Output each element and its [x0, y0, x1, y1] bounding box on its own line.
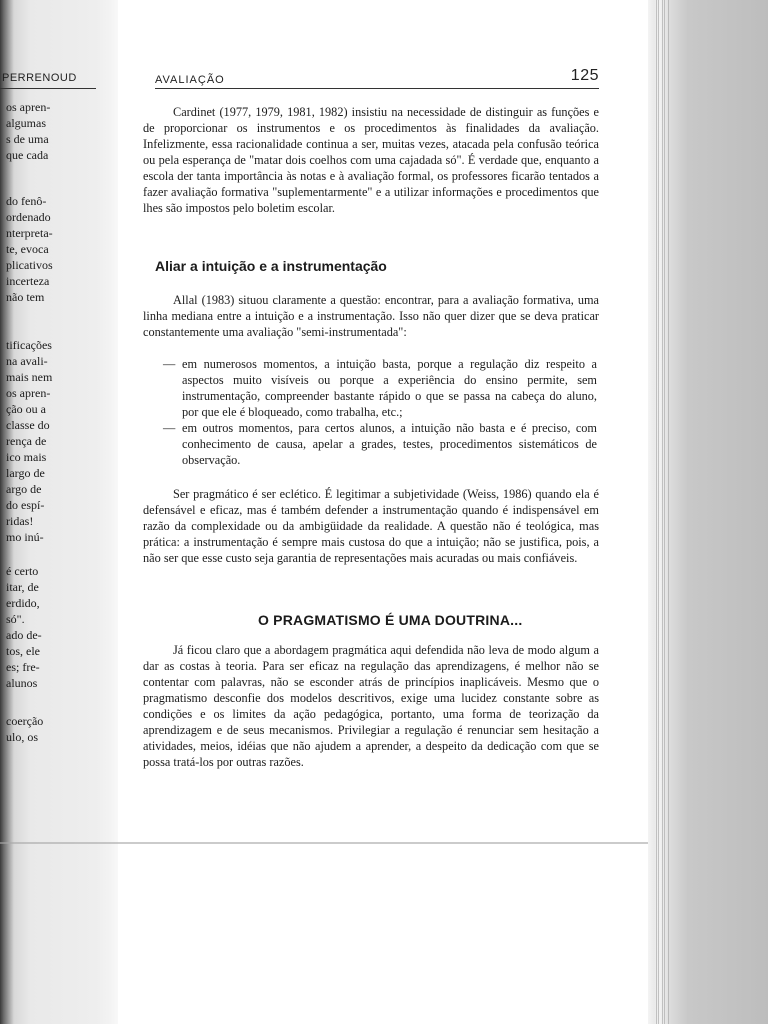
previous-page-line: argo de [6, 482, 42, 496]
previous-page-line: tificações [6, 338, 52, 352]
previous-page-line: na avali- [6, 354, 48, 368]
previous-page-line: não tem [6, 290, 45, 304]
page-number: 125 [570, 67, 599, 84]
previous-page-line: alunos [6, 676, 38, 690]
paragraph-pragmatico [143, 486, 599, 566]
paragraph-3-text: Ser pragmático é ser eclético. É legitimar a subjetividade (Weiss, 1986) quando ela é defensável e eficaz, mas é também defender a instrumentação quando é indispensável em razão da complexidade ou da ambigüidade da realidade. A questão não é teológica, mas prática: a instrumentação é sempre mais custosa do que a intuição; não se justifica, pois, a não ser que esse custo seja garantia de representações mais acuradas ou mais confiáveis. [143, 487, 599, 565]
section-heading-intuicao: Aliar a intuição e a instrumentação [155, 258, 387, 274]
previous-page-line: ado de- [6, 628, 42, 642]
previous-page-line: es; fre- [6, 660, 40, 674]
previous-page-line: tos, ele [6, 644, 40, 658]
list-item [163, 356, 597, 420]
page-bottom-shadow [0, 842, 648, 844]
dash-bullet: — [163, 421, 176, 435]
list-item [163, 420, 597, 468]
chapter-heading-pragmatismo: O PRAGMATISMO É UMA DOUTRINA... [258, 612, 523, 628]
previous-page-line: mais nem [6, 370, 53, 384]
previous-page-line: do espí- [6, 498, 45, 512]
previous-page-line: algumas [6, 116, 46, 130]
header-rule [155, 88, 599, 89]
paragraph-2-text: Allal (1983) situou claramente a questão: encontrar, para a avaliação formativa, uma linha mediana entre a intuição e a instrumentação. Isso não quer dizer que se deva praticar constantemente uma avaliação "semi-instrumentada": [143, 293, 599, 339]
previous-page-line: largo de [6, 466, 45, 480]
previous-page-line: ico mais [6, 450, 47, 464]
previous-page-line: os apren- [6, 100, 51, 114]
paragraph-4-text: Já ficou claro que a abordagem pragmática aqui defendida não leva de modo algum a dar as costas à teoria. Para ser eficaz na regulação das aprendizagens, é melhor não se contentar com palavras, não se esconder atrás de princípios inaplicáveis. Mesmo que o pragmatismo desconfie dos modelos descritivos, exige uma lucidez constante sobre as condições e os limites da ação pedagógica, portanto, uma forma de teorização da aprendizagem e de seus mecanismos. Privilegiar a regulação é renunciar sem hesitação a atividades, meios, idéias que não ajudem a aprender, a despeito da dedicação com que se possa tratá-los por outras razões. [143, 643, 599, 769]
previous-page-line: classe do [6, 418, 50, 432]
paragraph-cardinet [143, 104, 599, 216]
previous-page-line: rença de [6, 434, 47, 448]
previous-page-line: s de uma [6, 132, 49, 146]
running-head [155, 67, 599, 88]
previous-page-line: plicativos [6, 258, 53, 272]
previous-page-line: coerção [6, 714, 44, 728]
bullet-2-text: em outros momentos, para certos alunos, a intuição não basta e é preciso, com conhecimento de causa, apelar a grades, testes, procedimentos sistemáticos de observação. [182, 421, 597, 467]
previous-page-line: te, evoca [6, 242, 49, 256]
previous-page-line: do fenô- [6, 194, 47, 208]
dash-bullet: — [163, 357, 176, 371]
previous-page-line: ordenado [6, 210, 51, 224]
previous-page-line: ulo, os [6, 730, 39, 744]
previous-page-edge [0, 0, 128, 1024]
previous-page-header: PERRENOUD [2, 72, 77, 84]
paragraph-1-text: Cardinet (1977, 1979, 1981, 1982) insistiu na necessidade de distinguir as funções e de proporcionar os instrumentos e os procedimentos às finalidades da avaliação. Infelizmente, essa racionalidade continua a ser, muitas vezes, atacada pela confusão teórica ou pela esperança de "matar dois coelhos com uma cajadada só". É verdade que, enquanto a escola der tanta importância às notas e à avaliação formal, os professores ficarão tentados a fazer avaliação formativa "suplementarmente" e a utilizar informações e procedimentos que lhes são impostos pelo boletim escolar. [143, 105, 599, 215]
previous-page-line: incerteza [6, 274, 50, 288]
previous-page-rule [0, 88, 96, 89]
paragraph-abordagem [143, 642, 599, 770]
previous-page-line: que cada [6, 148, 49, 162]
previous-page-line: erdido, [6, 596, 40, 610]
previous-page-line: é certo [6, 564, 39, 578]
paragraph-allal [143, 292, 599, 340]
bullet-1-text: em numerosos momentos, a intuição basta, porque a regulação diz respeito a aspectos muito visíveis ou porque a experiência do ensino permite, sem instrumentação, compreender bastante rápido o que se passa na cabeça do aluno, por que ele é bloqueado, como trabalha, etc.; [182, 357, 597, 419]
previous-page-line: ridas! [6, 514, 34, 528]
right-page-edge [648, 0, 768, 1024]
previous-page-line: mo inú- [6, 530, 44, 544]
previous-page-line: ção ou a [6, 402, 46, 416]
section-title: AVALIAÇÃO [155, 74, 225, 86]
previous-page-line: só". [6, 612, 25, 626]
previous-page-line: nterpreta- [6, 226, 53, 240]
previous-page-line: itar, de [6, 580, 39, 594]
previous-page-line: os apren- [6, 386, 51, 400]
